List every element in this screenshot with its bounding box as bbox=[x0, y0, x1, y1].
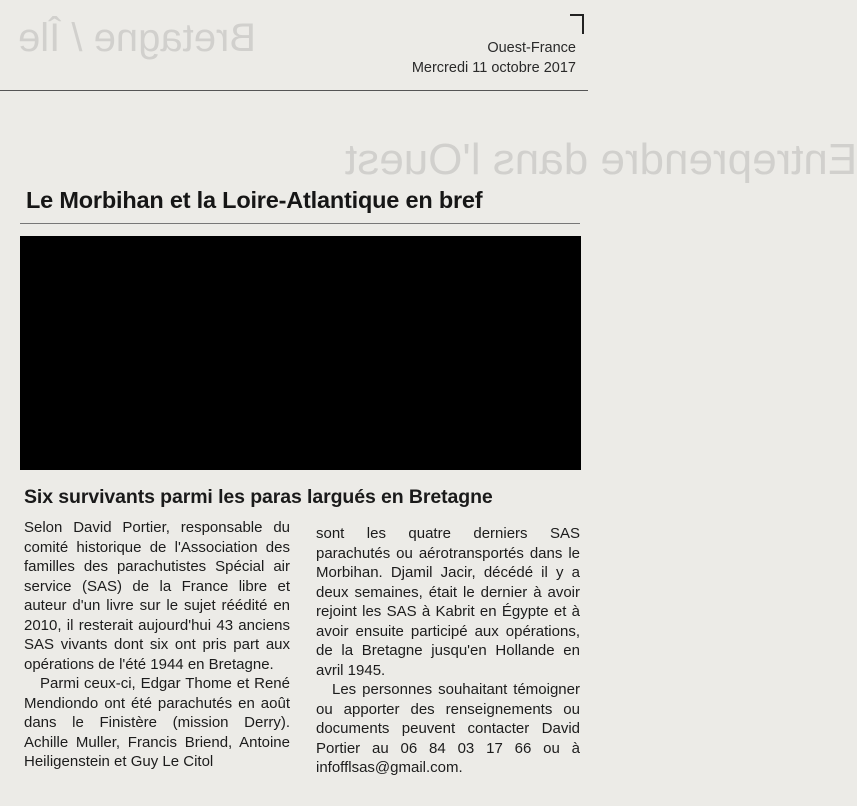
article-title: Six survivants parmi les paras largués en Bretagne bbox=[24, 486, 493, 508]
redacted-photo bbox=[20, 236, 581, 470]
article-column-right bbox=[316, 524, 580, 778]
bleed-through-heading: Bretagne / Île bbox=[18, 16, 256, 60]
article-paragraph: Les personnes souhaitant témoigner ou apporter des renseignements ou documents peuvent contacter David Portier au 06 84 03 17 66 ou à infofflsas@gmail.com. bbox=[316, 681, 580, 776]
masthead bbox=[412, 38, 576, 78]
article-column-left bbox=[24, 518, 290, 772]
article-paragraph: sont les quatre derniers SAS parachutés ou aérotransportés dans le Morbihan. Djamil Jacir, décédé il y a deux semaines, était le dernier à avoir rejoint les SAS à Kabrit en Égypte et à avoir ensuite participé aux opérations, de la Bretagne jusqu'en Hollande en avril 1945. bbox=[316, 525, 580, 679]
title-divider bbox=[20, 223, 580, 224]
article-paragraph: Parmi ceux-ci, Edgar Thome et René Mendiondo ont été parachutés en août dans le Finistère (mission Derry). Achille Muller, Francis Briend, Antoine Heiligenstein et Guy Le Citol bbox=[24, 675, 290, 770]
publication-date: Mercredi 11 octobre 2017 bbox=[411, 60, 576, 76]
page-title: Le Morbihan et la Loire-Atlantique en bref bbox=[26, 187, 483, 213]
bleed-through-subheading: Entreprendre dans l'Ouest bbox=[345, 135, 857, 184]
publication-name: Ouest-France bbox=[487, 40, 576, 56]
article-paragraph: Selon David Portier, responsable du comité historique de l'Association des familles des parachutistes Spécial air service (SAS) de la France libre et auteur d'un livre sur le sujet réédité en 2010, il resterait aujourd'hui 43 anciens SAS vivants dont six ont pris part aux opérations de l'été 1944 en Bretagne. bbox=[24, 519, 290, 673]
header-divider bbox=[0, 90, 588, 91]
crop-mark-icon bbox=[570, 14, 584, 34]
